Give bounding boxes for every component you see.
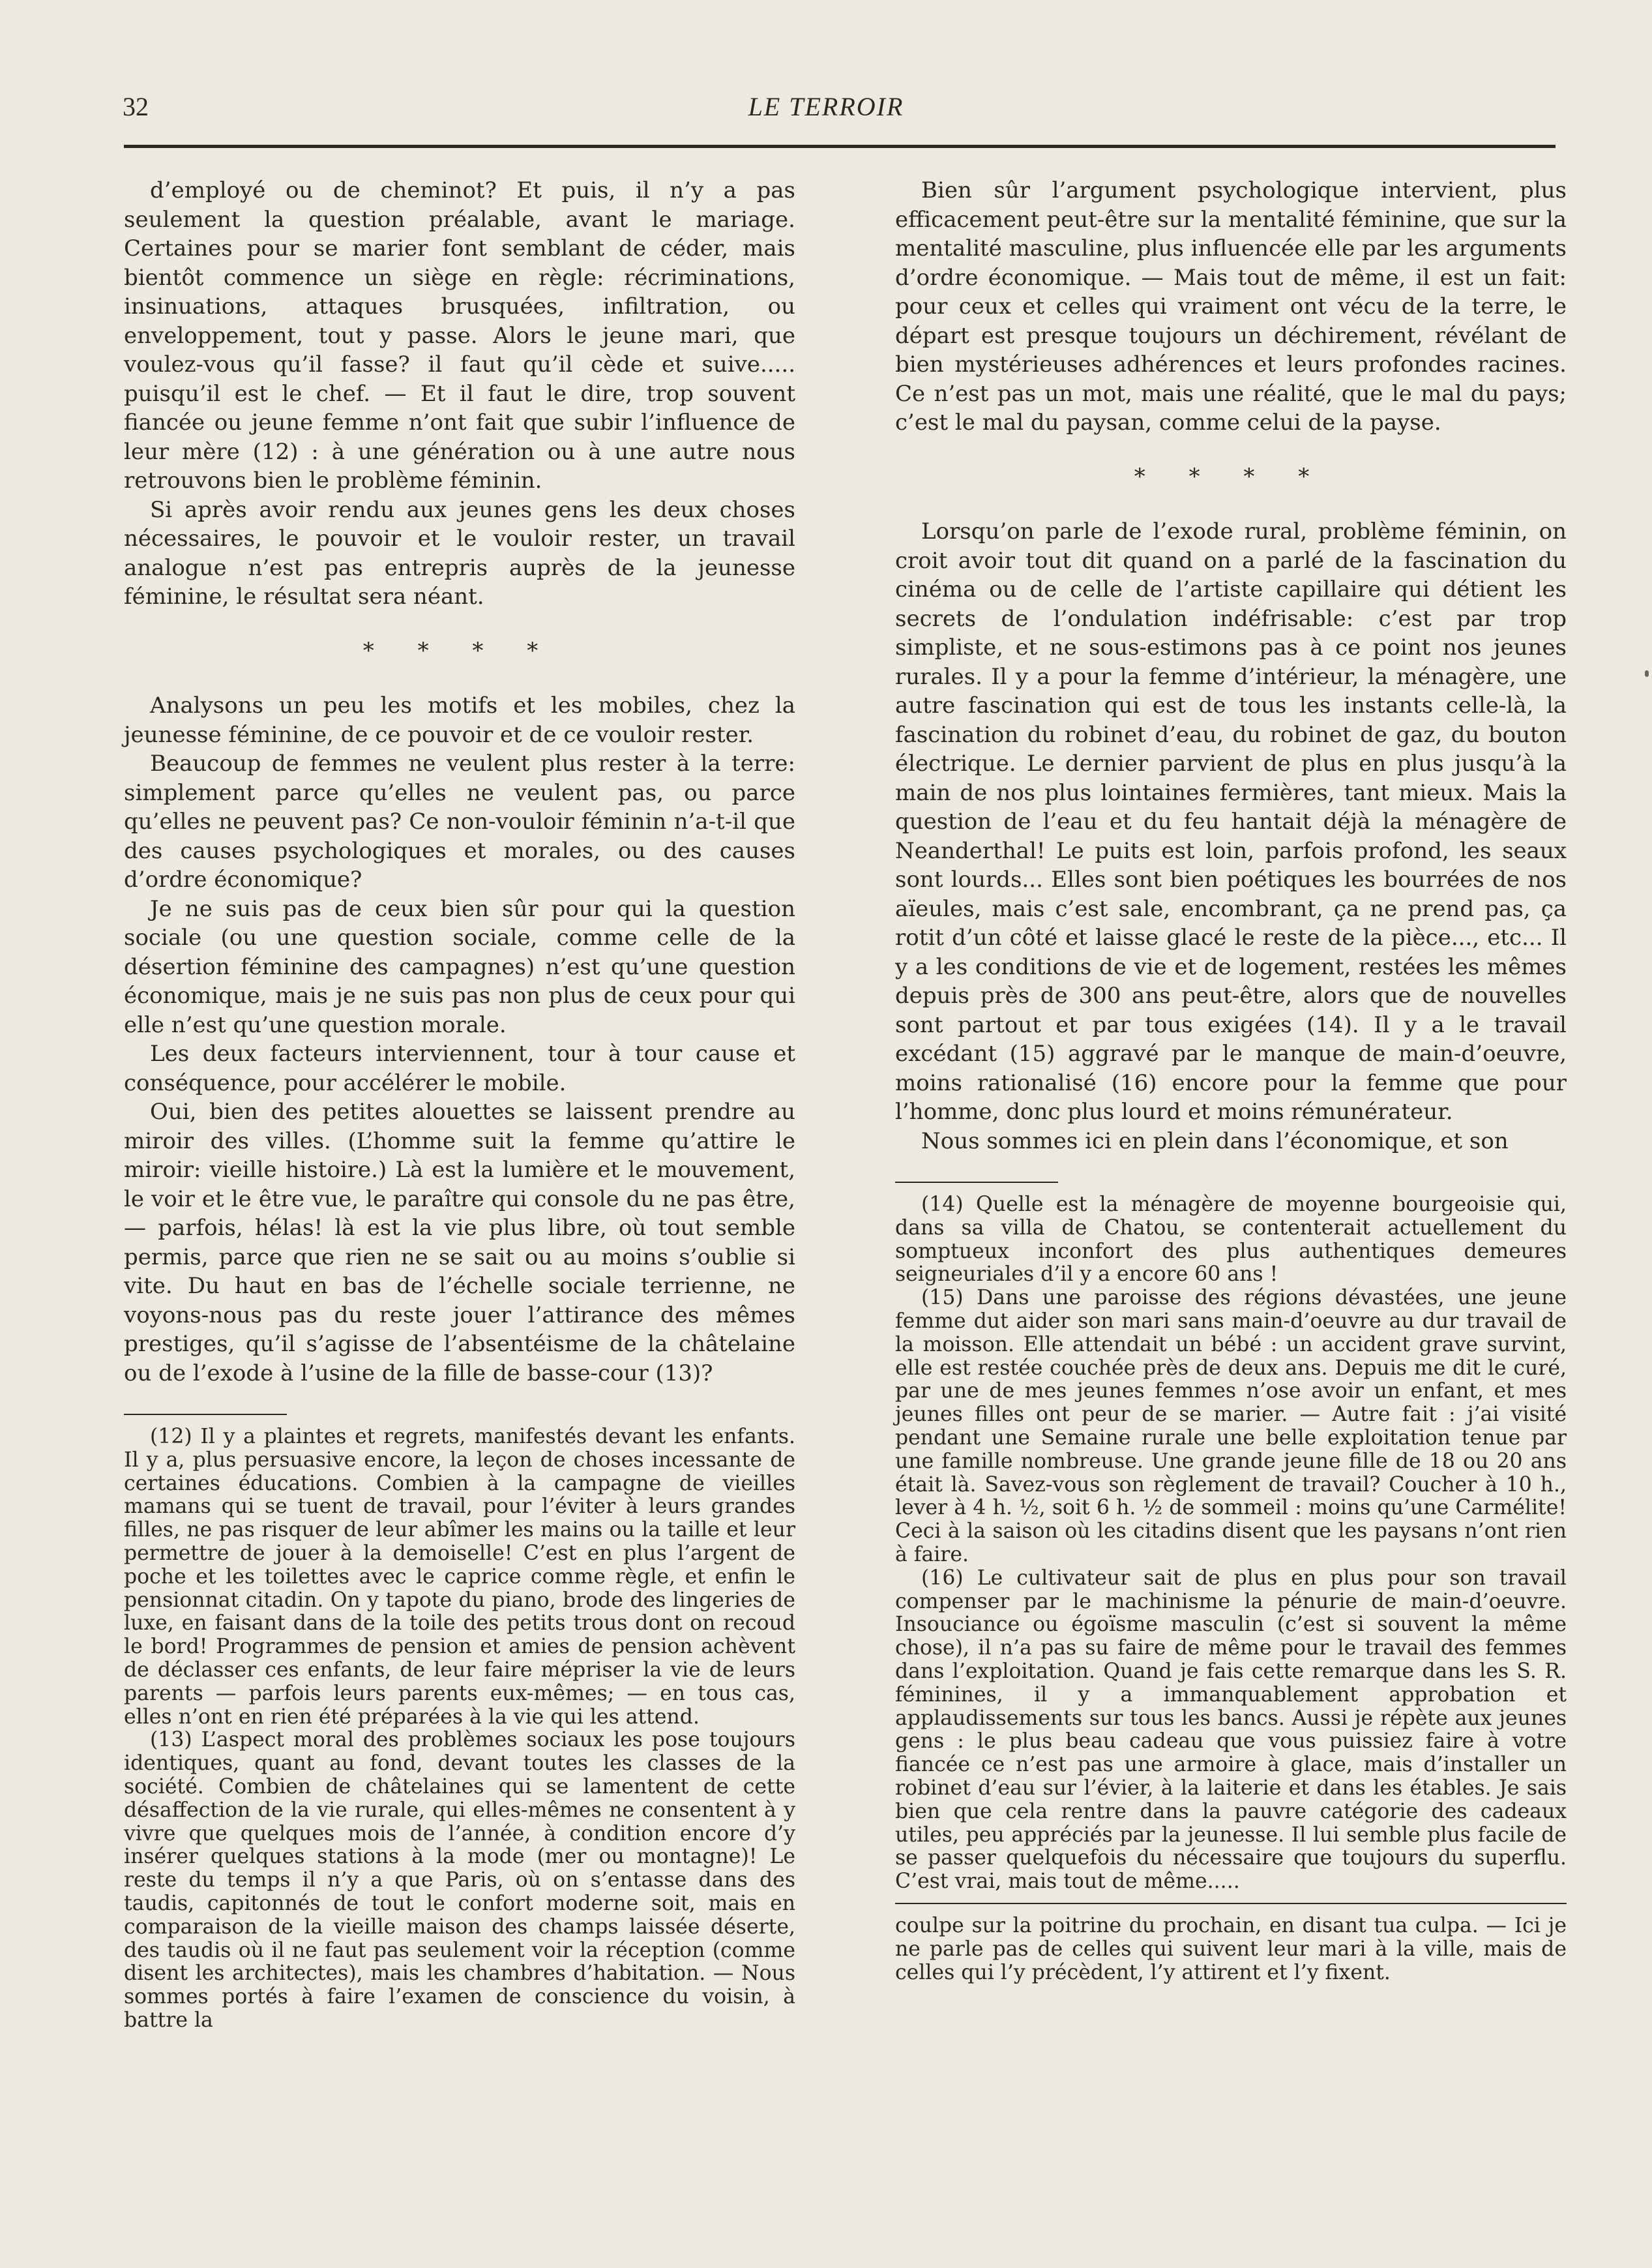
footnote-continuation-rule [895, 1903, 1567, 1904]
section-separator: * * * * [362, 637, 557, 664]
footnotes [124, 1425, 795, 2033]
paragraph: Beaucoup de femmes ne veulent plus rester à la terre: simplement parce qu’elles ne veulent pas, ou parce qu’elles ne peuvent pas? Ce non-vouloir féminin n’a-t-il que des causes psychologiques et morales, ou des causes d’ordre économique? [124, 751, 795, 893]
paragraph: Les deux facteurs interviennent, tour à tour cause et conséquence, pour accélérer le mobile. [124, 1041, 795, 1096]
paragraph: Bien sûr l’argument psychologique intervient, plus efficacement peut-être sur la mentalité féminine, que sur la mentalité masculine, plus influencée elle par les arguments d’ordre économique. — Mais tout de même, il est un fait: pour ceux et celles qui vraiment ont vécu de la terre, le départ est presque toujours un déchirement, révélant de bien mystérieuses adhérences et leurs profondes racines. Ce n’est pas un mot, mais une réalité, que le mal du pays; c’est le mal du paysan, comme celui de la payse. [895, 177, 1567, 436]
footnote-rule [124, 1414, 287, 1415]
paragraph: Si après avoir rendu aux jeunes gens les deux choses nécessaires, le pouvoir et le vouloir rester, un travail analogue n’est pas entrepris auprès de la jeunesse féminine, le résultat sera néant. [124, 496, 795, 610]
paragraph: Oui, bien des petites alouettes se laissent prendre au miroir des villes. (L’homme suit la femme qu’attire le miroir: vieille histoire.) Là est la lumière et le mouvement, le voir et le être vue, le paraître qui console du ne pas être, — parfois, hélas! là est la vie plus libre, où tout semble permis, parce que rien ne se sait ou au moins s’oublie si vite. Du haut en bas de l’échelle sociale terrienne, ne voyons-nous pas du reste jouer l’attirance des mêmes prestiges, qu’il s’agisse de l’absentéisme de la châtelaine ou de l’exode à l’usine de la fille de basse-cour (13)? [124, 1099, 795, 1386]
paragraph: d’employé ou de cheminot? Et puis, il n’y a pas seulement la question préalable, avant le mariage. Certaines pour se marier font semblant de céder, mais bientôt commence un siège en règle: récriminations, insinuations, attaques brusquées, infiltration, ou enveloppement, tout y passe. Alors le jeune mari, que voulez-vous qu’il fasse? il faut qu’il cède et suive..... puisqu’il est le chef. — Et il faut le dire, trop souvent fiancée ou jeune femme n’ont fait que subir l’influence de leur mère (12) : à une génération ou à une autre nous retrouvons bien le problème féminin. [124, 177, 795, 494]
running-title: LE TERROIR [748, 92, 904, 121]
footnote-14: (14) Quelle est la ménagère de moyenne bourgeoisie qui, dans sa villa de Chatou, se contenterait actuellement du somptueux inconfort des plus authentiques demeures seigneuriales d’il y a encore 60 ans ! [895, 1193, 1567, 1287]
section-separator: * * * * [1134, 463, 1328, 490]
footnote-13: (13) L’aspect moral des problèmes sociaux les pose toujours identiques, quant au fond, devant toutes les classes de la société. Combien de châtelaines qui se lamentent de cette désaffection de la vie rurale, qui elles-mêmes ne consentent à y vivre que quelques mois de l’année, à condition encore d’y insérer quelques stations à la mode (mer ou montagne)! Le reste du temps il n’y a que Paris, où on s’entasse dans des taudis, capitonnés de tout le confort moderne soit, mais en comparaison de la vieille maison des champs laissée déserte, des taudis où il ne faut pas seulement voir la réception (comme disent les architectes), mais les chambres d’habitation. — Nous sommes portés à faire l’examen de conscience du voisin, à battre la [124, 1728, 795, 2032]
footnote-12: (12) Il y a plaintes et regrets, manifestés devant les enfants. Il y a, plus persuasive encore, la leçon de choses incessante de certaines éducations. Combien à la campagne de vieilles mamans qui se tuent de travail, pour l’éviter à leurs grandes filles, ne pas risquer de leur abîmer les mains ou la taille et leur permettre de jouer à la demoiselle! C’est en plus l’argent de poche et les toilettes avec le caprice comme règle, et enfin le pensionnat citadin. On y tapote du piano, brode des lingeries de luxe, en faisant dans de la toile des petits trous dont on recoud le bord! Programmes de pension et amies de pension achèvent de déclasser ces enfants, de leur faire mépriser la vie de leurs parents — parfois leurs parents eux-mêmes; — en tous cas, elles n’ont en rien été préparées à la vie qui les attend. [124, 1425, 795, 1729]
left-column [124, 176, 795, 2033]
paragraph: Lorsqu’on parle de l’exode rural, problème féminin, on croit avoir tout dit quand on a parlé de la fascination du cinéma ou de celle de l’artiste capillaire qui détient les secrets de l’ondulation indéfrisable: c’est par trop simpliste, et ne sous-estimons pas à ce point nos jeunes rurales. Il y a pour la femme d’intérieur, la ménagère, une autre fascination qui est de tous les instants celle-là, la fascination du robinet d’eau, du robinet de gaz, du bouton électrique. Le dernier parvient de plus en plus jusqu’à la main de nos plus lointaines fermières, tant mieux. Mais la question de l’eau et du feu hantait déjà la ménagère de Neanderthal! Le puits est loin, parfois profond, les seaux sont lourds... Elles sont bien poétiques les bourrées de nos aïeules, mais c’est sale, encombrant, ça ne prend pas, ça rotit d’un côté et laisse glacé le reste de la pièce..., etc... Il y a les conditions de vie et de logement, restées les mêmes depuis près de 300 ans peut-être, alors que de nouvelles sont partout et par tous exigées (14). Il y a le travail excédant (15) aggravé par le manque de main-d’oeuvre, moins rationalisé (16) encore pour la femme que pour l’homme, donc plus lourd et moins rémunérateur. [895, 518, 1567, 1125]
footnote-16: (16) Le cultivateur sait de plus en plus pour son travail compenser par le machinisme la pénurie de main-d’oeuvre. Insouciance ou égoïsme masculin (c’est si souvent la même chose), il n’a pas su faire de même pour le travail des femmes dans l’exploitation. Quand je fais cette remarque dans les S. R. féminines, il y a immanquablement approbation et applaudissements sur tous les bancs. Aussi je répète aux jeunes gens : le plus beau cadeau que vous puissiez faire à votre fiancée ce n’est pas une armoire à glace, mais d’installer un robinet d’eau sur l’évier, à la laiterie et dans les étables. Je sais bien que cela rentre dans la pauvre catégorie des cadeaux utiles, peu appréciés par la jeunesse. Il lui semble plus facile de se passer quelquefois du nécessaire que toujours du superflu. C’est vrai, mais tout de même..... [895, 1566, 1567, 1894]
footnote-rule [895, 1182, 1058, 1183]
footnote-continuation [895, 1915, 1567, 1984]
footnotes [895, 1193, 1567, 1894]
footnote-13-continuation: coulpe sur la poitrine du prochain, en disant tua culpa. — Ici je ne parle pas de celles qui suivent leur mari à la ville, mais de celles qui l’y précèdent, l’y attirent et l’y fixent. [895, 1913, 1567, 1984]
paragraph: Analysons un peu les motifs et les mobiles, chez la jeunesse féminine, de ce pouvoir et de ce vouloir rester. [124, 693, 795, 748]
header-rule [124, 145, 1556, 148]
paragraph: Nous sommes ici en plein dans l’économique, et son [921, 1127, 1509, 1154]
right-column [895, 176, 1567, 1984]
footnote-15: (15) Dans une paroisse des régions dévastées, une jeune femme dut aider son mari sans main-d’oeuvre au dur travail de la moisson. Elle attendait un bébé : un accident grave survint, elle est restée couchée près de deux ans. Depuis me dit le curé, par une de mes jeunes femmes n’ose avoir un enfant, et mes jeunes filles ont peur de se marier. — Autre fait : j’ai visité pendant une Semaine rurale une belle exploitation tenue par une famille nombreuse. Une grande jeune fille de 18 ou 20 ans était là. Savez-vous son règlement de travail? Coucher à 10 h., lever à 4 h. ½, soit 6 h. ½ de sommeil : moins qu’une Carmélite! Ceci à la saison où les citadins disent que les paysans n’ont rien à faire. [895, 1286, 1567, 1566]
paragraph: Je ne suis pas de ceux bien sûr pour qui la question sociale (ou une question sociale, comme celle de la désertion féminine des campagnes) n’est qu’une question économique, mais je ne suis pas non plus de ceux pour qui elle n’est qu’une question morale. [124, 895, 795, 1038]
page-number: 32 [123, 92, 149, 121]
margin-dot [1645, 670, 1649, 677]
